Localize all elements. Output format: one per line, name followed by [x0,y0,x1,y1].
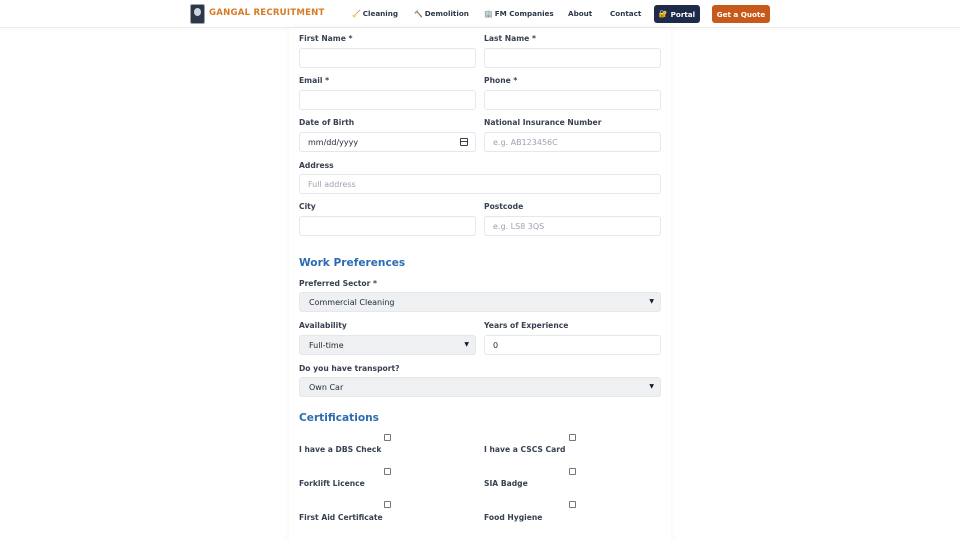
national-insurance-label: National Insurance Number [484,118,602,127]
preferred-sector-label: Preferred Sector * [299,279,377,288]
last-name-input[interactable] [484,48,661,68]
portal-button[interactable] [654,5,700,23]
calendar-icon[interactable] [460,138,468,146]
preferred-sector-value: Commercial Cleaning [309,297,395,307]
chevron-down-icon: ▼ [464,341,469,348]
first-aid-checkbox[interactable] [384,501,391,508]
hammer-icon: 🔨 [414,10,423,18]
nav-link-label: Demolition [424,9,469,18]
preferred-sector-select[interactable] [299,292,661,312]
portal-button-label: Portal [670,9,696,19]
transport-label: Do you have transport? [299,364,400,373]
nav-link-about[interactable]: About [568,9,593,18]
cscs-card-label: I have a CSCS Card [484,445,566,454]
navbar [0,0,960,28]
phone-input[interactable] [484,90,661,110]
cscs-card-checkbox[interactable] [569,434,576,441]
sia-badge-label: SIA Badge [484,479,528,488]
national-insurance-input[interactable] [484,132,661,152]
building-icon: 🏢 [484,10,493,18]
availability-value: Full-time [309,340,344,350]
transport-select[interactable] [299,377,661,397]
shield-logo-icon[interactable] [190,4,205,24]
brand-name[interactable]: GANGAL RECRUITMENT [209,8,325,18]
certifications-heading: Certifications [299,412,379,424]
phone-label: Phone * [484,76,518,85]
dbs-check-label: I have a DBS Check [299,445,382,454]
first-name-label: First Name * [299,34,353,43]
address-label: Address [299,161,334,170]
chevron-down-icon: ▼ [649,383,654,390]
transport-value: Own Car [309,382,344,392]
date-of-birth-input[interactable] [299,132,476,152]
sia-badge-checkbox[interactable] [569,468,576,475]
email-input[interactable] [299,90,476,110]
first-name-input[interactable] [299,48,476,68]
broom-icon: 🧹 [352,10,361,18]
years-of-experience-label: Years of Experience [484,321,569,330]
email-label: Email * [299,76,330,85]
nav-link-contact[interactable]: Contact [610,9,642,18]
nav-link-fm-companies[interactable] [484,9,554,18]
postcode-label: Postcode [484,202,524,211]
city-label: City [299,202,316,211]
get-a-quote-button[interactable]: Get a Quote [712,5,770,23]
work-preferences-heading: Work Preferences [299,257,406,269]
nav-link-label: FM Companies [494,9,554,18]
nav-link-cleaning[interactable] [352,9,398,18]
last-name-label: Last Name * [484,34,536,43]
availability-select[interactable] [299,335,476,355]
food-hygiene-checkbox[interactable] [569,501,576,508]
availability-label: Availability [299,321,347,330]
forklift-licence-label: Forklift Licence [299,479,365,488]
nav-link-label: Cleaning [362,9,399,18]
forklift-licence-checkbox[interactable] [384,468,391,475]
lock-icon: 🔐 [658,10,668,18]
date-of-birth-label: Date of Birth [299,118,355,127]
dbs-check-checkbox[interactable] [384,434,391,441]
address-input[interactable] [299,174,661,194]
city-input[interactable] [299,216,476,236]
nav-link-demolition[interactable] [414,9,469,18]
years-of-experience-input[interactable] [484,335,661,355]
chevron-down-icon: ▼ [649,298,654,305]
date-of-birth-value: mm/dd/yyyy [308,137,359,147]
food-hygiene-label: Food Hygiene [484,513,543,522]
postcode-input[interactable] [484,216,661,236]
first-aid-label: First Aid Certificate [299,513,383,522]
